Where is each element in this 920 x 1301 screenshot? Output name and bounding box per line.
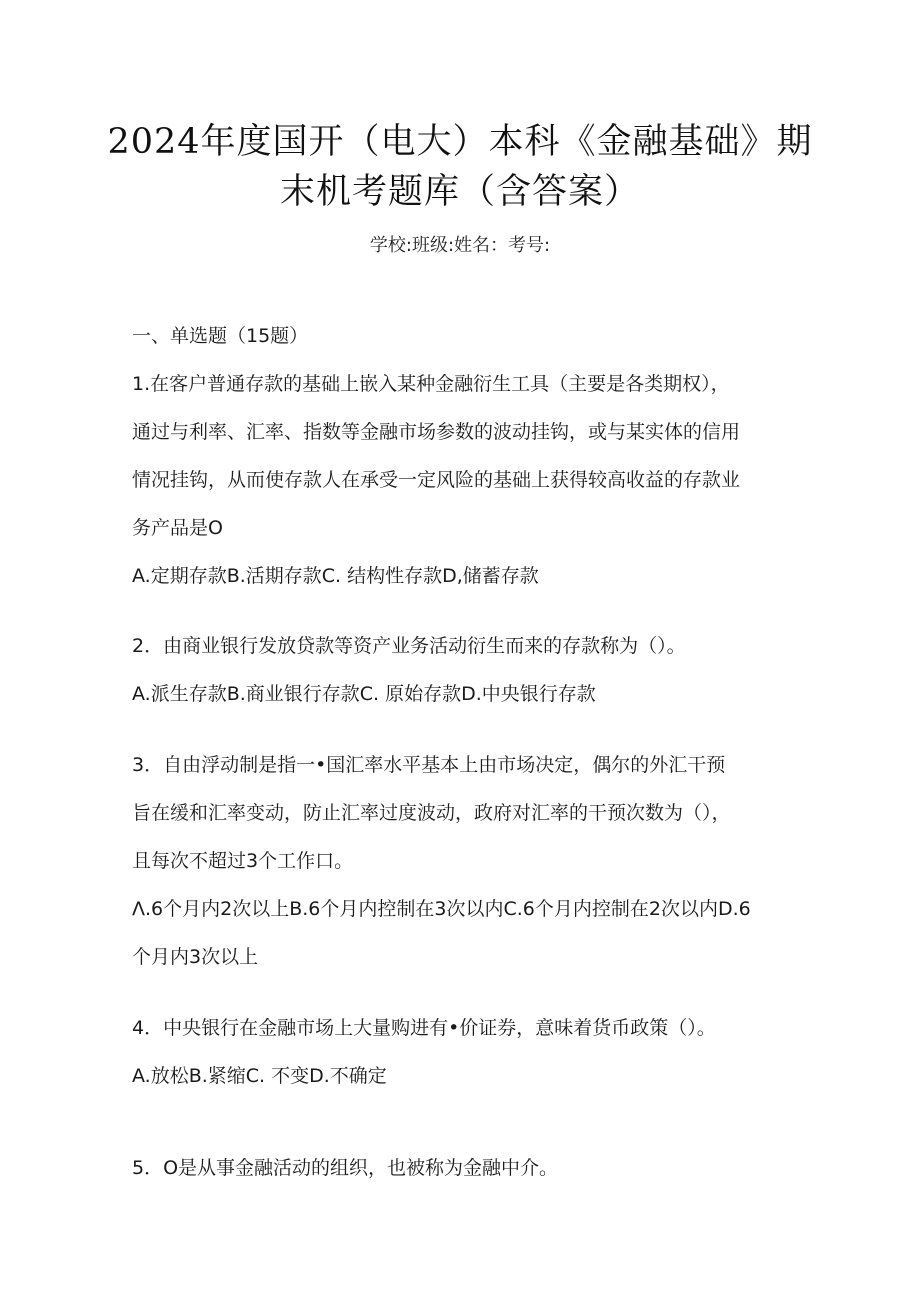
- question-1-stem-line: 通过与利率、汇率、指数等金融市场参数的波动挂钩，或与某实体的信用: [132, 421, 741, 443]
- section-heading: 一、单选题（15题）: [132, 325, 309, 347]
- question-4-options: A.放松B.紧缩C. 不变D.不确定: [132, 1065, 387, 1087]
- question-1-stem-line: 1.在客户普通存款的基础上嵌入某种金融衍生工具（主要是各类期权），: [132, 373, 730, 395]
- question-1-options: A.定期存款B.活期存款C. 结构性存款D,储蓄存款: [132, 565, 539, 587]
- question-3-options: 个月内3次以上: [132, 946, 259, 968]
- question-2-options: A.派生存款B.商业银行存款C. 原始存款D.中央银行存款: [132, 683, 596, 705]
- question-1-stem-line: 务产品是O: [132, 517, 223, 539]
- question-4-stem-line: 4．中央银行在金融市场上大量购进有•价证券，意味着货币政策（）。: [132, 1017, 716, 1039]
- question-1-stem-line: 情况挂钩，从而使存款人在承受一定风险的基础上获得较高收益的存款业: [132, 469, 741, 491]
- question-3-stem-line: 旨在缓和汇率变动，防止汇率过度波动，政府对汇率的干预次数为（），: [132, 802, 731, 824]
- question-3-stem-line: 3．自由浮动制是指一•国汇率水平基本上由市场决定，偶尔的外汇干预: [132, 754, 726, 776]
- document-title-line-2: 末机考题库（含答案）: [279, 172, 640, 212]
- question-2-stem-line: 2．由商业银行发放贷款等资产业务活动衍生而来的存款称为（）。: [132, 635, 686, 657]
- student-info-line: 学校:班级:姓名：考号:: [369, 235, 551, 256]
- document-title-line-1: 2024年度国开（电大）本科《金融基础》期: [107, 122, 813, 162]
- question-5-stem-line: 5．O是从事金融活动的组织，也被称为金融中介。: [132, 1157, 559, 1179]
- question-3-options: Λ.6个月内2次以上B.6个月内控制在3次以内C.6个月内控制在2次以内D.6: [132, 898, 751, 920]
- question-3-stem-line: 且每次不超过3个工作口。: [132, 850, 354, 872]
